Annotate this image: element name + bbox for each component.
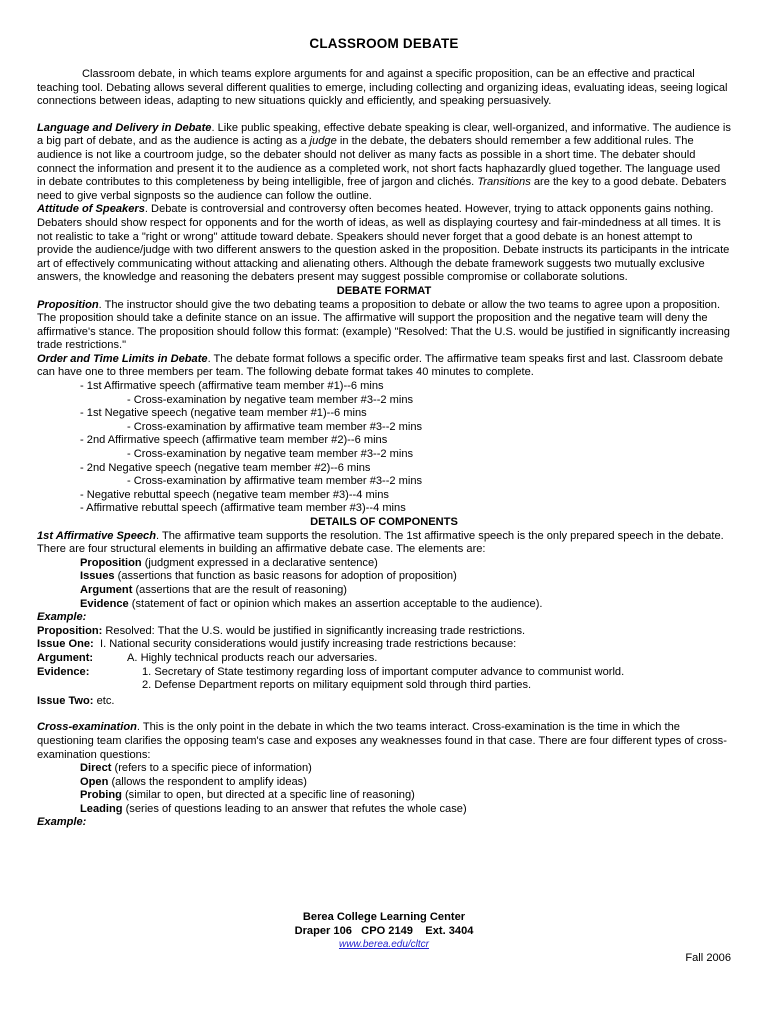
example-evidence [37, 666, 731, 680]
question-desc: (series of questions leading to an answer that refutes the whole case) [122, 802, 467, 815]
example-issue-two [37, 695, 731, 709]
order-heading: Order and Time Limits in Debate [37, 352, 208, 365]
schedule-item: - Cross-examination by negative team member #3--2 mins [127, 393, 414, 406]
language-heading: Language and Delivery in Debate [37, 121, 212, 134]
schedule-item: - 2nd Affirmative speech (affirmative team member #2)--6 mins [80, 434, 388, 447]
evidence-label: Evidence: [37, 665, 90, 678]
schedule-item: - 1st Affirmative speech (affirmative team member #1)--6 mins [80, 380, 384, 393]
example-proposition [37, 625, 731, 639]
cross-section [37, 721, 731, 762]
question-desc: (refers to a specific piece of information) [111, 762, 312, 775]
document-body [37, 68, 731, 830]
element-item [37, 557, 731, 571]
question-desc: (similar to open, but directed at a specific line of reasoning) [121, 789, 415, 802]
order-section [37, 353, 731, 380]
first-aff-text: . The affirmative team supports the resolution. The 1st affirmative speech is the only prepared speech in the debate. There are four structural elements in building an affirmative debate case. The elements are: [37, 529, 724, 556]
evidence-2: 2. Defense Department reports on military equipment sold through third parties. [142, 679, 532, 692]
first-aff-section [37, 530, 731, 557]
language-transitions: Transitions [477, 176, 531, 189]
cross-heading: Cross-examination [37, 721, 137, 734]
intro-paragraph: Classroom debate, in which teams explore arguments for and against a specific proposition, can be an effective and practical teaching tool. Debating allows several different qualities to emerge, including collecting and organizing ideas, evaluating ideas, seeing logical connections between ideas, adapting to new situations quickly and efficiently, and speaking persuasively. [37, 68, 728, 108]
element-term: Issues [80, 570, 115, 583]
footer-org: Berea College Learning Center [302, 911, 466, 923]
question-desc: (allows the respondent to amplify ideas) [108, 775, 307, 788]
language-section [37, 122, 731, 204]
example-argument [37, 652, 731, 666]
element-term: Proposition [80, 556, 142, 569]
element-item [37, 598, 731, 612]
question-term: Direct [80, 762, 112, 775]
question-term: Probing [80, 789, 122, 802]
question-item [37, 789, 731, 803]
schedule-item: - 1st Negative speech (negative team member #1)--6 mins [80, 407, 367, 420]
example-label-2: Example: [37, 816, 87, 829]
first-aff-heading: 1st Affirmative Speech [37, 529, 156, 542]
question-term: Leading [80, 802, 123, 815]
footer-link[interactable]: www.berea.edu/cltcr [338, 939, 430, 951]
element-desc: (assertions that function as basic reasons for adoption of proposition) [114, 570, 457, 583]
elements-list [37, 557, 731, 611]
language-judge: judge [309, 135, 337, 148]
example-block [37, 625, 731, 709]
order-text: . The debate format follows a specific order. The affirmative team speaks first and last. Classroom debate can have one to three members per team. The following debate format takes 40 minutes to complete. [37, 352, 724, 379]
question-item [37, 803, 731, 817]
schedule-item: - Cross-examination by affirmative team member #3--2 mins [127, 475, 423, 488]
schedule-list [37, 380, 731, 516]
question-item [37, 762, 731, 776]
element-desc: (assertions that are the result of reasoning) [132, 583, 347, 596]
footer-address: Draper 106 CPO 2149 Ext. 3404 [294, 924, 474, 937]
proposition-text: . The instructor should give the two debating teams a proposition to debate or allow the two teams to agree upon a proposition. The proposition should take a definite stance on an issue. The affirmative will support the proposition and the negative team will deny the affirmative's stance. The proposition should follow this format: (example) "Resolved: That the U.S. would be justified in significantly increasing trade restrictions." [37, 298, 730, 352]
example-label: Example: [37, 611, 87, 624]
schedule-item: - Cross-examination by negative team member #3--2 mins [127, 448, 414, 461]
language-text-1: . Like public speaking, effective debate speaking is clear, well-organized, and informative. The audience is a big part of debate, and as the audience is acting as a [37, 121, 731, 148]
language-text-2: in the debate, the debaters should remember a few additional rules. The audience is not like a courtroom judge, so the debater should not deliver as many facts as possible in a short time. The debater should connect the information and present it to the audience as a completed work, not short facts haphazardly glued together. The language used in debate contributes to this completeness by being intelligible, free of jargon and clichés. [37, 135, 721, 189]
example-evidence-2 [37, 679, 731, 693]
example-prop-text: Resolved: That the U.S. would be justified in significantly increasing trade restrictions. [102, 624, 526, 637]
example-prop-label: Proposition: [37, 624, 103, 637]
element-item [37, 570, 731, 584]
issue-two-label: Issue Two: [37, 694, 94, 707]
issue-one-text: I. National security considerations would justify increasing trade restrictions because: [100, 638, 517, 651]
attitude-text: . Debate is controversial and controversy often becomes heated. However, trying to attack opponents gains nothing. Debaters should show respect for opponents and for the worth of ideas, as well as displaying courtesy and fair-mindedness at all times. It is not realistic to take a "right or wrong" attitude toward debate. Speakers should never forget that a good debate is an honest attempt to provide the audience/judge with two different answers to the question asked in the proposition. Debate instructs its participants in the intricate art of effectively communicating without attacking and alienating others. Although the debate framework suggests two mutually exclusive answers, the knowledge and reasoning the debaters present may suggest possible compromise or collaborate solutions. [37, 203, 730, 284]
element-desc: (judgment expressed in a declarative sentence) [141, 556, 378, 569]
argument-label: Argument: [37, 651, 94, 664]
issue-two-text: etc. [93, 694, 115, 707]
footer [0, 911, 768, 952]
details-heading: DETAILS OF COMPONENTS [310, 516, 458, 528]
element-item [37, 584, 731, 598]
element-desc: (statement of fact or opinion which makes an assertion acceptable to the audience). [128, 597, 543, 610]
schedule-item: - Affirmative rebuttal speech (affirmative team member #3)--4 mins [80, 502, 406, 515]
schedule-item: - Cross-examination by affirmative team member #3--2 mins [127, 420, 423, 433]
example-issue-one [37, 638, 731, 652]
question-term: Open [80, 775, 109, 788]
proposition-section [37, 299, 731, 353]
question-item [37, 776, 731, 790]
element-term: Evidence [80, 597, 129, 610]
questions-list [37, 762, 731, 816]
document-title: CLASSROOM DEBATE [309, 36, 459, 51]
proposition-heading: Proposition [37, 298, 99, 311]
attitude-section [37, 203, 731, 285]
cross-text: . This is the only point in the debate in which the two teams interact. Cross-examination is the time in which the questioning team clarifies the opposing team's case and exposes any weaknesses found in that case. There are four different types of cross-examination questions: [37, 721, 727, 761]
format-heading: DEBATE FORMAT [336, 284, 432, 297]
attitude-heading: Attitude of Speakers [37, 203, 145, 216]
issue-one-label: Issue One: [37, 638, 94, 651]
footer-date: Fall 2006 [685, 952, 731, 964]
evidence-1: 1. Secretary of State testimony regarding loss of important computer advance to communist world. [142, 665, 625, 678]
language-text-3: are the key to a good debate. Debaters need to give verbal signposts so the audience can follow the outline. [37, 176, 727, 202]
argument-text: A. Highly technical products reach our adversaries. [127, 651, 378, 664]
schedule-item: - 2nd Negative speech (negative team member #2)--6 mins [80, 461, 371, 474]
element-term: Argument [80, 583, 133, 596]
schedule-item: - Negative rebuttal speech (negative team member #3)--4 mins [80, 488, 389, 501]
